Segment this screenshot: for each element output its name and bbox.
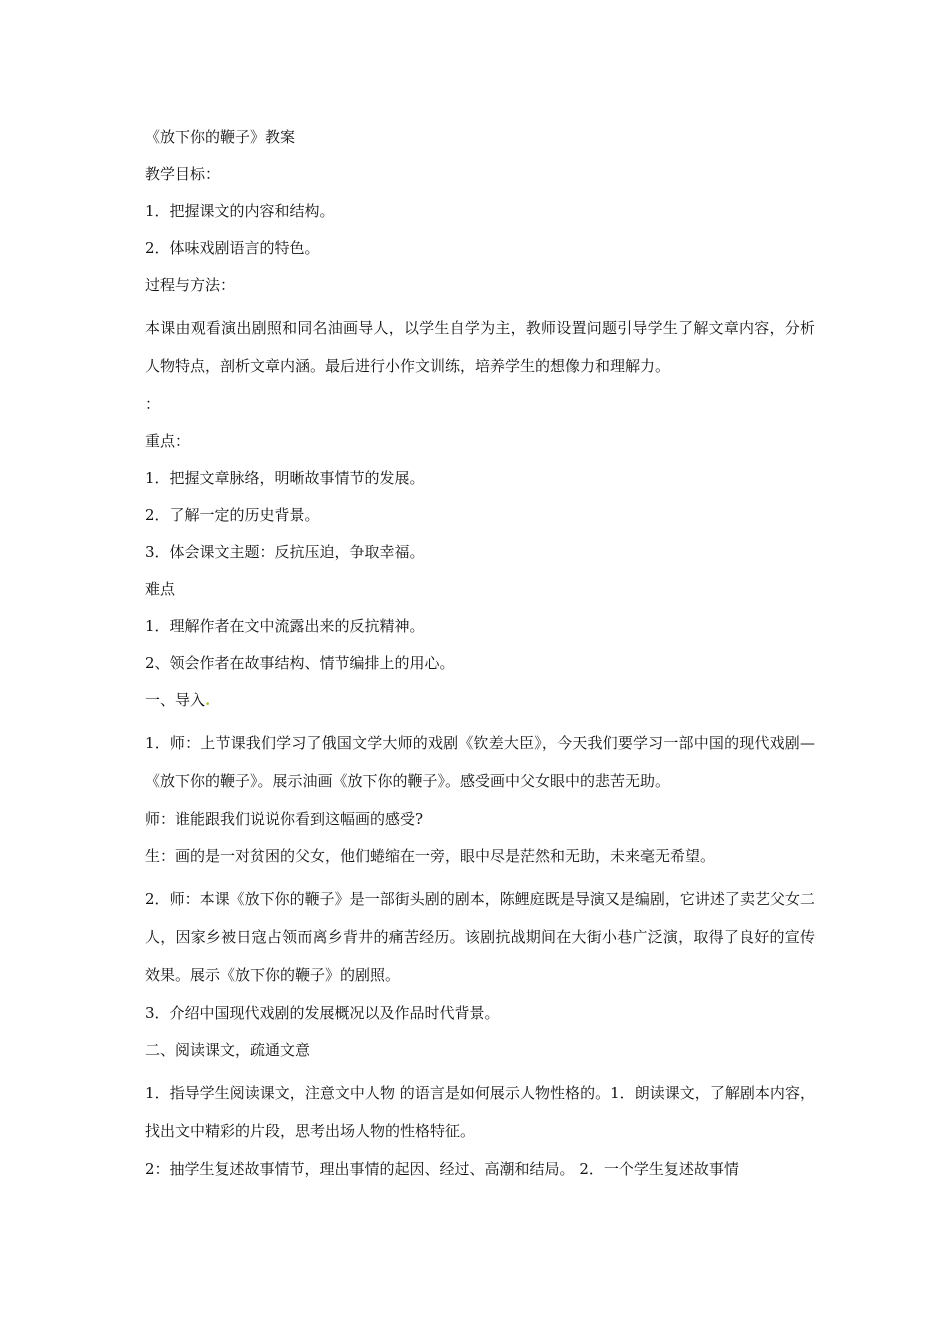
objective-item: 2．体味戏剧语言的特色。 [145, 239, 320, 257]
difficult-point: 1．理解作者在文中流露出来的反抗精神。 [145, 617, 425, 635]
process-text: 本课由观看演出剧照和同名油画导人，以学生自学为主，教师设置问题引导学生了解文章内容，分析人物特点，剖析文章内涵。最后进行小作文训练，培养学生的想像力和理解力。 [145, 319, 815, 375]
section2-paragraph [145, 1074, 815, 1150]
document-title: 《放下你的鞭子》教案 [145, 128, 296, 146]
section-heading [145, 687, 815, 724]
annotation-dot-icon: . [205, 691, 211, 709]
section1-p2: 2．师：本课《放下你的鞭子》是一部街头剧的剧本，陈鲤庭既是导演又是编剧，它讲述了卖艺父女二人，因家乡被日寇占领而离乡背井的痛苦经历。该剧抗战期间在大街小巷广泛演，取得了良好的宣传效果。展示《放下你的鞭子》的剧照。 [145, 890, 815, 984]
difficult-point: 2、领会作者在故事结构、情节编排上的用心。 [145, 654, 455, 672]
section1-paragraph [145, 724, 815, 800]
process-heading: 过程与方法： [145, 276, 236, 294]
key-point: 3．体会课文主题：反抗压迫，争取幸福。 [145, 543, 425, 561]
objectives-heading: 教学目标： [145, 165, 221, 183]
difficult-heading: 难点 [145, 580, 176, 598]
section1-p1: 1．师：上节课我们学习了俄国文学大师的戏剧《钦差大臣》，今天我们要学习一部中国的现代戏剧—《放下你的鞭子》。展示油画《放下你的鞭子》。感受画中父女眼中的悲苦无助。 [145, 734, 815, 790]
section1-heading: 一、导入 [145, 691, 206, 709]
student-answer: 生：画的是一对贫困的父女，他们蜷缩在一旁，眼中尽是茫然和无助，未来毫无希望。 [145, 847, 716, 865]
key-point: 1．把握文章脉络，明晰故事情节的发展。 [145, 469, 425, 487]
section1-paragraph [145, 880, 815, 994]
section2-p2: 2：抽学生复述故事情节，理出事情的起因、经过、高潮和结局。 2．一个学生复述故事情 [145, 1160, 739, 1178]
process-paragraph [145, 309, 815, 385]
key-heading: 重点： [145, 432, 191, 450]
section1-p3: 3．介绍中国现代戏剧的发展概况以及作品时代背景。 [145, 1004, 500, 1022]
section2-p1: 1．指导学生阅读课文，注意文中人物 的语言是如何展示人物性格的。1．朗读课文，了解剧本内容，找出文中精彩的片段，思考出场人物的性格特征。 [145, 1084, 815, 1140]
document-body [145, 124, 815, 1193]
section2-heading: 二、阅读课文，疏通文意 [145, 1041, 311, 1059]
objective-item: 1．把握课文的内容和结构。 [145, 202, 335, 220]
key-point: 2．了解一定的历史背景。 [145, 506, 320, 524]
teacher-question: 师：谁能跟我们说说你看到这幅画的感受? [145, 810, 424, 828]
stray-mark: ： [145, 395, 161, 413]
